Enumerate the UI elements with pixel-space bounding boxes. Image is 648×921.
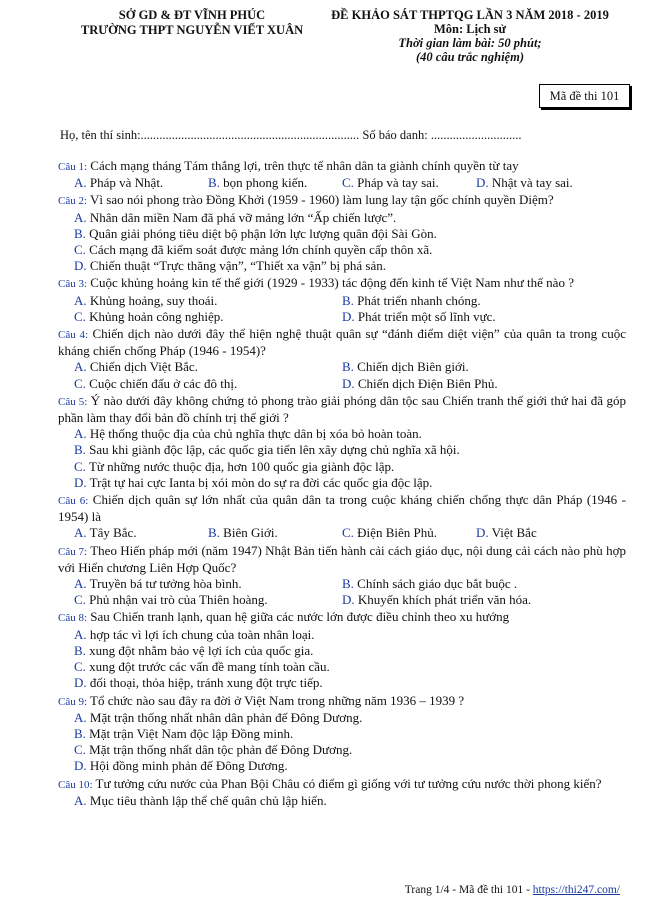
answer-option[interactable] [74, 226, 437, 241]
question-number: Câu 9: [58, 695, 88, 708]
answer-option[interactable] [342, 293, 610, 309]
answer-option[interactable] [74, 442, 460, 457]
option-letter: D. [74, 675, 87, 691]
answer-option[interactable] [74, 175, 208, 191]
question-number: Câu 6: [58, 495, 89, 508]
option-text: xung đột nhằm bảo vệ lợi ích của quốc gia. [89, 642, 314, 658]
option-text: Tây Bắc. [89, 525, 137, 541]
option-letter: B. [74, 442, 86, 458]
answer-option[interactable] [476, 175, 610, 191]
option-text: Phát triển nhanh chóng. [357, 292, 481, 308]
question-stem [58, 393, 626, 426]
option-text: Sau khi giành độc lập, các quốc gia tiến lên xây dựng chủ nghĩa xã hội. [89, 442, 460, 458]
option-letter: A. [74, 292, 87, 308]
answer-option[interactable] [74, 576, 342, 592]
option-text: Từ những nước thuộc địa, hơn 100 quốc gia giành độc lập. [88, 458, 395, 474]
option-text: Khuyến khích phát triển văn hóa. [357, 592, 532, 608]
answer-option[interactable] [74, 359, 342, 375]
option-text: Chiến dịch Biên giới. [357, 359, 469, 375]
question-text: Chiến dịch nào dưới đây thể hiện nghệ thuật quân sự “đánh điểm diệt viện” của quân ta trong cuộc kháng chiến chống Pháp (1946 - 1954)? [58, 326, 626, 359]
answer-option[interactable] [342, 359, 610, 375]
option-letter: A. [74, 175, 87, 191]
option-text: Chính sách giáo dục bắt buộc . [357, 576, 518, 592]
answer-option[interactable] [74, 793, 327, 808]
exam-code-box: Mã đề thi 101 [539, 84, 630, 108]
answer-option[interactable] [74, 293, 342, 309]
question [58, 192, 626, 274]
answer-option[interactable] [74, 758, 288, 773]
question [58, 492, 626, 542]
answer-option[interactable] [342, 376, 610, 392]
question-text: Sau Chiến tranh lạnh, quan hệ giữa các nước lớn được điều chỉnh theo xu hướng [87, 609, 510, 625]
candidate-info-line: Họ, tên thí sinh:...................................................................... Số báo danh: ............................. [60, 128, 522, 142]
option-letter: D. [476, 525, 489, 541]
option-letter: B. [342, 359, 354, 375]
question-text: Vì sao nói phong trào Đồng Khởi (1959 - 1960) làm lung lay tận gốc chính quyền Diệm? [87, 192, 554, 208]
answer-option[interactable] [74, 459, 394, 474]
question-number: Câu 3: [58, 278, 88, 291]
exam-header [300, 8, 640, 64]
option-text: Mặt trận thống nhất dân tộc phản đế Đông Dương. [89, 742, 353, 758]
question [58, 326, 626, 392]
option-letter: C. [74, 458, 86, 474]
question-stem [58, 492, 626, 525]
question [58, 393, 626, 491]
option-letter: C. [74, 375, 86, 391]
option-letter: C. [74, 308, 86, 324]
option-text: Khủng hoản công nghiệp. [89, 308, 224, 324]
answer-option[interactable] [74, 726, 293, 741]
answer-option[interactable] [74, 710, 362, 725]
option-text: Pháp và Nhật. [89, 175, 164, 191]
option-letter: B. [74, 642, 86, 658]
school-header [78, 8, 306, 38]
question-number: Câu 1: [58, 161, 88, 173]
option-text: Quân giải phóng tiêu diệt bộ phận lớn lực lượng quân đội Sài Gòn. [89, 225, 437, 241]
question-number: Câu 2: [58, 195, 88, 208]
answer-option[interactable] [342, 175, 476, 191]
question-text: Theo Hiến pháp mới (năm 1947) Nhật Bản tiến hành cải cách giáo dục, nội dung cải cách nào phù hợp với Hiến chương Liên Hợp Quốc? [58, 542, 626, 575]
question-stem [58, 275, 626, 292]
question-text: Tổ chức nào sau đây ra đời ở Việt Nam trong những năm 1936 – 1939 ? [87, 692, 465, 708]
option-letter: C. [342, 525, 354, 541]
option-text: Trật tự hai cực Ianta bị xói mòn do sự ra đời các quốc gia độc lập. [89, 474, 433, 490]
option-letter: D. [342, 592, 355, 608]
option-letter: C. [74, 242, 86, 258]
answer-option[interactable] [74, 742, 352, 757]
option-text: Truyền bá tư tưởng hòa bình. [89, 576, 242, 592]
question-number: Câu 10: [58, 778, 93, 791]
option-text: Mục tiêu thành lập thể chế quân chủ lập hiến. [89, 792, 327, 808]
answer-option[interactable] [74, 426, 422, 441]
answer-option[interactable] [74, 525, 208, 541]
option-text: Việt Bắc [491, 525, 537, 541]
option-letter: D. [342, 308, 355, 324]
option-text: Mặt trận thống nhất nhân dân phản đế Đông Dương. [89, 709, 363, 725]
option-text: Pháp và tay sai. [357, 175, 439, 191]
option-text: đối thoại, thỏa hiệp, tránh xung đột trực tiếp. [89, 675, 323, 691]
option-text: Nhân dân miền Nam đã phá vỡ mảng lớn “Ấp chiến lược”. [89, 209, 397, 225]
question-text: Tư tưởng cứu nước của Phan Bội Châu có điểm gì giống với tư tưởng cứu nước thời phong kiến? [92, 775, 602, 791]
option-text: Mặt trận Việt Nam độc lập Đồng minh. [89, 725, 294, 741]
question [58, 543, 626, 609]
option-letter: A. [74, 525, 87, 541]
footer-text: Trang 1/4 - Mã đề thi 101 - [404, 884, 533, 896]
option-text: xung đột trước các vấn đề mang tính toàn cầu. [89, 659, 330, 675]
question [58, 275, 626, 325]
question-text: Chiến dịch quân sự lớn nhất của quân dân ta trong cuộc kháng chiến chống thực dân Pháp (1946 - 1954) là [58, 492, 626, 525]
question-stem [58, 192, 626, 209]
question-text: Cuộc khủng hoảng kin tế thế giới (1929 - 1933) tác động đến kinh tế Việt Nam như thế nào ? [87, 275, 574, 291]
answer-option[interactable] [342, 576, 610, 592]
option-letter: B. [74, 225, 86, 241]
question-number: Câu 5: [58, 395, 88, 408]
answer-option[interactable] [74, 627, 314, 642]
option-text: Hệ thống thuộc địa của chủ nghĩa thực dân bị xóa bỏ hoàn toàn. [89, 426, 422, 442]
option-letter: B. [342, 576, 354, 592]
option-letter: A. [74, 576, 87, 592]
question-number: Câu 4: [58, 329, 89, 342]
exam-subject: Môn: Lịch sử [433, 22, 507, 36]
answer-option[interactable] [74, 643, 313, 658]
option-letter: B. [208, 175, 220, 191]
question [58, 609, 626, 691]
option-letter: C. [342, 175, 354, 191]
option-letter: A. [74, 209, 87, 225]
option-letter: C. [74, 659, 86, 675]
answer-option[interactable] [74, 309, 342, 325]
option-letter: B. [74, 725, 86, 741]
answer-option[interactable] [74, 210, 396, 225]
school-name: TRƯỜNG THPT NGUYỄN VIẾT XUÂN [80, 23, 304, 37]
option-letter: A. [74, 709, 87, 725]
answer-option[interactable] [74, 258, 386, 273]
question-text: Ý nào dưới đây không chứng tỏ phong trào giải phóng dân tộc sau Chiến tranh thế giới thứ hai đã góp phần làm thay đổi bản đồ chính trị thế giới ? [58, 392, 626, 426]
option-letter: D. [342, 375, 355, 391]
answer-option[interactable] [342, 309, 610, 325]
option-letter: A. [74, 426, 87, 442]
option-text: Khủng hoảng, suy thoái. [89, 292, 218, 308]
page-footer [405, 884, 620, 896]
question-stem [58, 693, 626, 710]
option-text: Phủ nhận vai trò của Thiên hoàng. [89, 592, 268, 608]
question-number: Câu 8: [58, 612, 88, 625]
question-number: Câu 7: [58, 545, 88, 558]
option-text: Cách mạng đã kiểm soát được mảng lớn chính quyền cấp thôn xã. [89, 242, 433, 258]
option-text: Điện Biên Phủ. [357, 525, 437, 541]
option-text: Chiến thuật “Trực thăng vận”, “Thiết xa vận” bị phá sản. [89, 258, 386, 274]
option-letter: D. [74, 474, 87, 490]
answer-option[interactable] [208, 175, 342, 191]
option-text: bọn phong kiến. [223, 175, 308, 191]
question-text: Cách mạng tháng Tám thắng lợi, trên thực tế nhân dân ta giành chính quyền từ tay [87, 158, 519, 173]
answer-option[interactable] [74, 242, 432, 257]
answer-option[interactable] [208, 525, 342, 541]
question-count: (40 câu trắc nghiệm) [416, 50, 524, 64]
department-name: SỞ GD & ĐT VĨNH PHÚC [118, 8, 266, 22]
answer-option[interactable] [74, 376, 342, 392]
option-letter: B. [342, 292, 354, 308]
option-text: hợp tác vì lợi ích chung của toàn nhân loại. [89, 626, 315, 642]
answer-option[interactable] [342, 525, 476, 541]
exam-title: ĐỀ KHẢO SÁT THPTQG LẦN 3 NĂM 2018 - 2019 [331, 8, 609, 22]
option-text: Hội đồng minh phản đế Đông Dương. [89, 758, 288, 774]
option-text: Nhật và tay sai. [491, 175, 573, 191]
option-letter: A. [74, 359, 87, 375]
answer-option[interactable] [74, 675, 323, 690]
answer-option[interactable] [74, 592, 342, 608]
footer-link[interactable]: https://thi247.com/ [532, 884, 620, 896]
answer-option[interactable] [74, 659, 330, 674]
question-stem [58, 776, 626, 793]
option-letter: D. [476, 175, 489, 191]
question [58, 158, 626, 191]
question [58, 693, 626, 775]
option-text: Chiến dịch Việt Bắc. [89, 359, 198, 375]
question-stem [58, 326, 626, 359]
question-stem [58, 543, 626, 576]
option-letter: C. [74, 742, 86, 758]
answer-option[interactable] [342, 592, 610, 608]
question-stem [58, 609, 626, 626]
answer-option[interactable] [476, 525, 610, 541]
question [58, 776, 626, 809]
option-text: Cuộc chiến đấu ở các đô thị. [89, 375, 238, 391]
question-list [58, 158, 626, 810]
option-letter: A. [74, 792, 87, 808]
question-stem [58, 158, 626, 175]
option-text: Phát triển một số lĩnh vực. [357, 308, 496, 324]
option-letter: C. [74, 592, 86, 608]
option-text: Biên Giới. [223, 525, 278, 541]
option-letter: B. [208, 525, 220, 541]
option-letter: D. [74, 258, 87, 274]
exam-time: Thời gian làm bài: 50 phút; [398, 36, 542, 50]
option-letter: A. [74, 626, 87, 642]
option-text: Chiến dịch Điện Biên Phủ. [357, 375, 498, 391]
answer-option[interactable] [74, 475, 432, 490]
option-letter: D. [74, 758, 87, 774]
